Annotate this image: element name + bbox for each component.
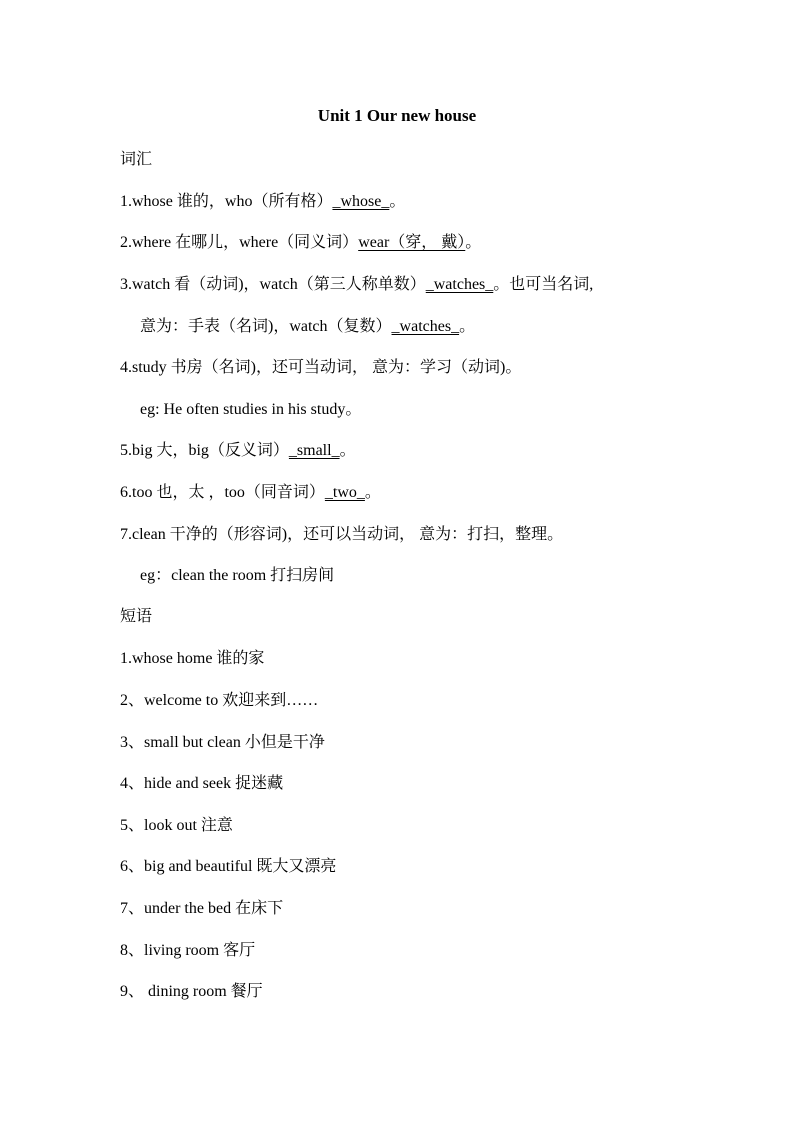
vocab-item-6-answer: _two_ — [324, 484, 365, 501]
vocab-item-6-end: 。 — [364, 484, 381, 501]
vocab-item-3b-end: 。 — [459, 318, 476, 335]
phrase-item: 7、under the bed 在床下 — [120, 900, 284, 917]
vocab-item-7-example: eg：clean the room 打扫房间 — [140, 567, 335, 584]
phrase-item: 4、hide and seek 捉迷藏 — [120, 775, 284, 792]
page-title: Unit 1 Our new house — [317, 106, 477, 125]
vocab-item-5 — [120, 441, 356, 461]
phrase-item: 2、welcome to 欢迎来到…… — [120, 692, 319, 709]
vocab-item-1-end: 。 — [389, 193, 406, 210]
vocab-item-2-text: 2.where 在哪儿，where（同义词） — [120, 234, 359, 251]
phrase-item: 5、look out 注意 — [120, 817, 233, 834]
phrase-item: 6、big and beautiful 既大又漂亮 — [120, 858, 337, 875]
vocab-item-2 — [120, 233, 481, 253]
vocab-item-3-end: 。也可当名词, — [493, 276, 594, 293]
vocab-item-3b-answer: _watches_ — [391, 318, 460, 335]
vocab-item-3 — [120, 275, 593, 295]
phrase-item: 9、 dining room 餐厅 — [120, 983, 263, 1000]
vocab-item-3-continued — [140, 317, 475, 337]
vocab-item-3-answer: _watches_ — [425, 276, 494, 293]
vocab-item-1 — [120, 192, 405, 212]
vocab-item-4-example: eg: He often studies in his study。 — [140, 401, 362, 418]
vocab-item-5-answer: _small_ — [288, 442, 340, 459]
vocab-item-1-text: 1.whose 谁的，who（所有格） — [120, 193, 333, 210]
vocab-item-1-answer: _whose_ — [332, 193, 390, 210]
vocab-item-4: 4.study 书房（名词)，还可当动词， 意为：学习（动词)。 — [120, 359, 522, 376]
phrase-item: 8、living room 客厅 — [120, 942, 256, 959]
vocab-item-6 — [120, 483, 381, 503]
vocab-heading: 词汇 — [120, 151, 153, 168]
vocab-item-3-text: 3.watch 看（动词)，watch（第三人称单数） — [120, 276, 426, 293]
phrase-item: 1.whose home 谁的家 — [120, 650, 265, 667]
vocab-item-3b-text: 意为：手表（名词)，watch（复数） — [140, 318, 392, 335]
phrase-item: 3、small but clean 小但是干净 — [120, 734, 325, 751]
vocab-item-2-answer: wear（穿， 戴） — [358, 234, 466, 251]
vocab-item-5-text: 5.big 大，big（反义词） — [120, 442, 289, 459]
vocab-item-7: 7.clean 干净的（形容词)，还可以当动词， 意为：打扫，整理。 — [120, 526, 564, 543]
vocab-item-2-end: 。 — [465, 234, 482, 251]
vocab-item-6-text: 6.too 也，太 ，too（同音词） — [120, 484, 325, 501]
phrase-heading: 短语 — [120, 608, 153, 625]
vocab-item-5-end: 。 — [339, 442, 356, 459]
